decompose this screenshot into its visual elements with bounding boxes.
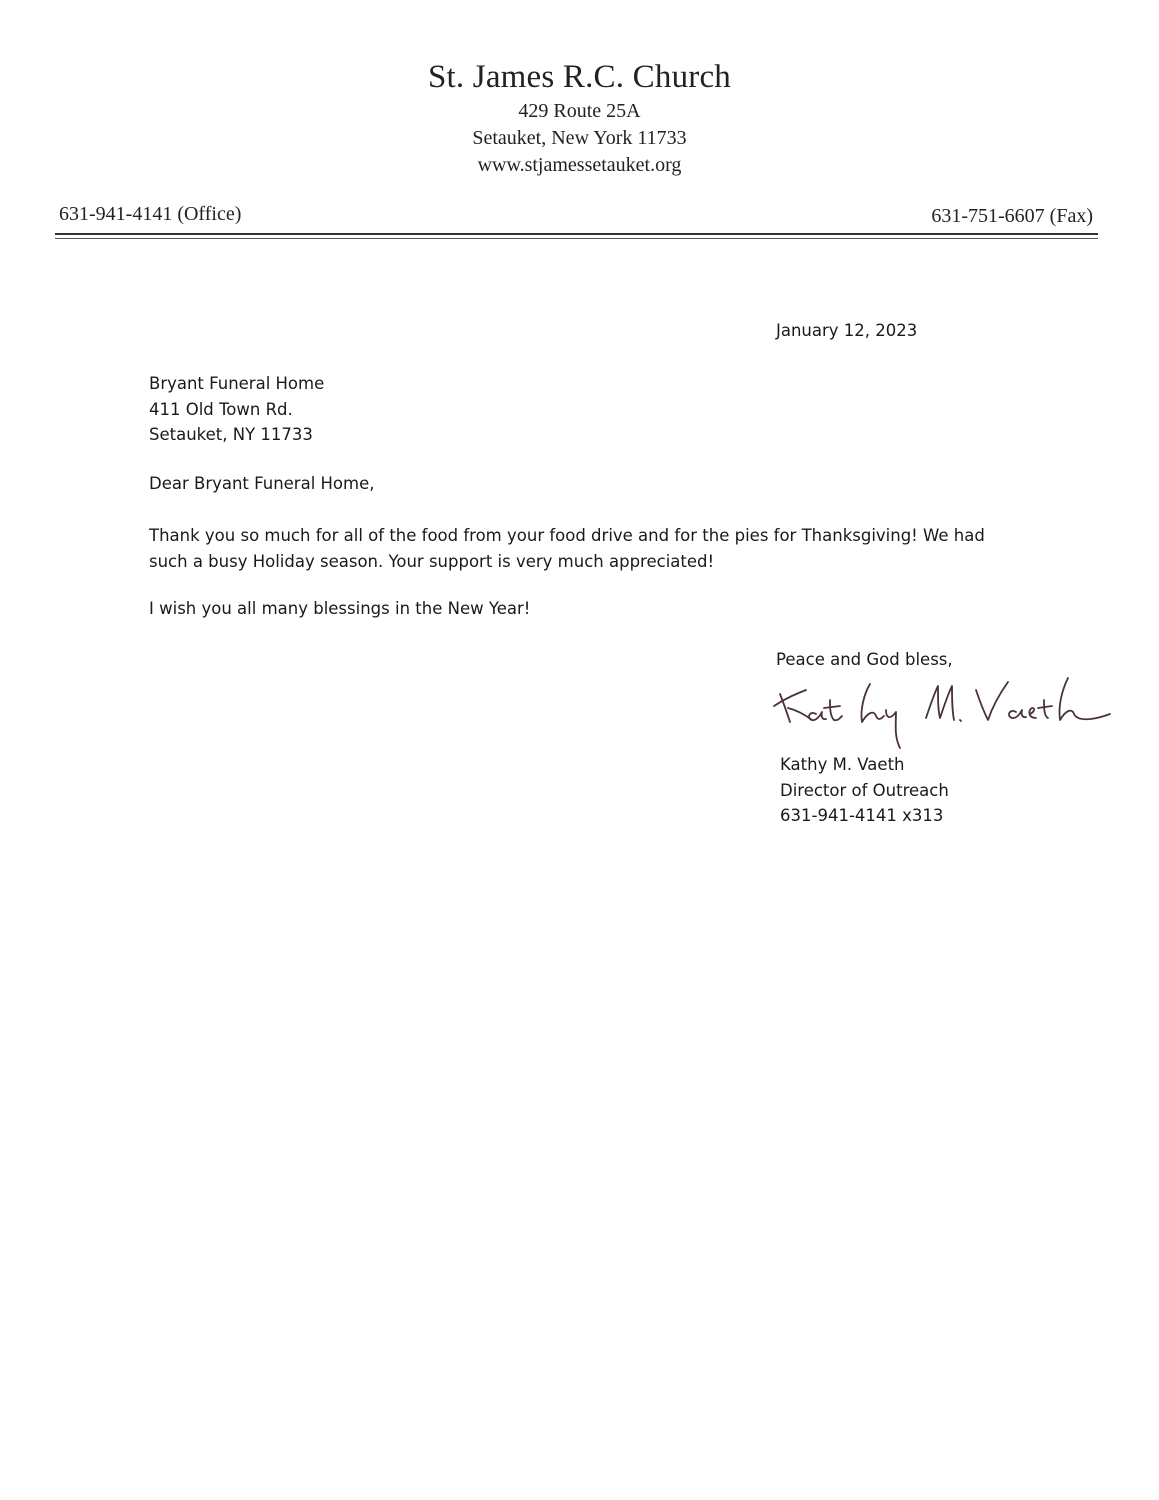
church-city: Setauket, New York 11733 bbox=[472, 127, 687, 149]
signer-title: Director of Outreach bbox=[780, 780, 949, 800]
signer-phone: 631-941-4141 x313 bbox=[780, 806, 944, 825]
body-line-2: such a busy Holiday season. Your support is very much appreciated! bbox=[149, 551, 715, 571]
body-paragraph-1 bbox=[149, 523, 1049, 574]
signer-name: Kathy M. Vaeth bbox=[780, 755, 905, 774]
header-rule-thin bbox=[55, 238, 1098, 239]
salutation: Dear Bryant Funeral Home, bbox=[149, 474, 375, 493]
recipient-street: 411 Old Town Rd. bbox=[149, 399, 293, 419]
fax-number: 631-751-6607 (Fax) bbox=[931, 205, 1093, 227]
header-rule bbox=[55, 233, 1098, 235]
recipient-city: Setauket, NY 11733 bbox=[149, 425, 313, 444]
body-paragraph-2: I wish you all many blessings in the New Year! bbox=[149, 599, 531, 618]
letter-date: January 12, 2023 bbox=[776, 321, 918, 340]
church-name: St. James R.C. Church bbox=[427, 59, 732, 95]
church-website: www.stjamessetauket.org bbox=[477, 154, 682, 176]
signature-block bbox=[780, 752, 949, 829]
body-line-1: Thank you so much for all of the food from your food drive and for the pies for Thanksgiving! We had bbox=[149, 526, 985, 545]
closing: Peace and God bless, bbox=[776, 650, 953, 669]
office-phone: 631-941-4141 (Office) bbox=[59, 203, 242, 225]
church-street: 429 Route 25A bbox=[518, 100, 641, 122]
letterhead bbox=[0, 56, 1159, 179]
recipient-name: Bryant Funeral Home bbox=[149, 374, 325, 393]
recipient-address bbox=[149, 371, 324, 448]
handwritten-signature bbox=[768, 664, 1118, 756]
